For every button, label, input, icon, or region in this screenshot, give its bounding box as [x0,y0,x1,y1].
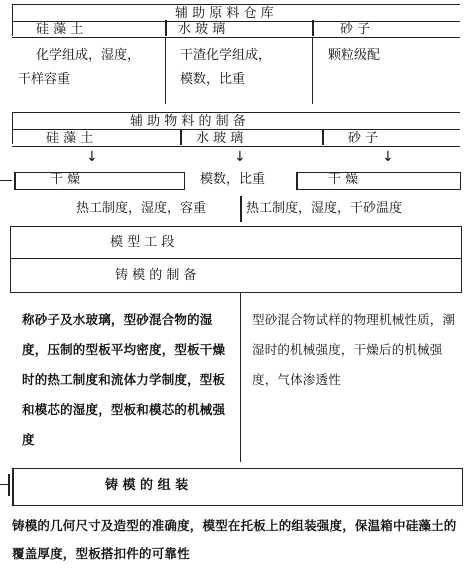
divider [10,258,462,259]
divider [240,196,242,222]
note-water-glass-1: 干渣化学组成， [180,48,272,63]
warehouse-title: 辅 助 原 料 仓 库 [175,6,274,21]
divider [12,112,13,144]
note-diatomite-drying: 热工制度，湿度，容重 [76,201,207,216]
divider [10,226,11,292]
material-diatomite: 硅 藻 土 [36,22,84,37]
divider [12,4,13,36]
divider [12,112,460,113]
assembly-notes: 铸模的几何尺寸及造型的准确度，模型在托板上的组装强度，保温箱中硅藻土的覆盖厚度，型板搭扣件的可靠性 [12,518,457,561]
mold-preparation-left-notes: 称砂子及水玻璃，型砂混合物的湿度，压制的型板平均密度，型板干燥时的热工制度和流体力学制度，型板和模芯的湿度，型板和模芯的机械强度 [22,312,226,447]
material-water-glass: 水 玻 璃 [196,131,244,146]
note-sand: 颗粒级配 [328,48,381,63]
divider [10,292,462,293]
material-sand: 砂 子 [348,131,379,146]
process-modulus-density: 模数，比重 [200,172,266,187]
dry-box-sand [296,172,461,190]
workshop-title: 模 型 工 段 [110,235,175,250]
arrow-down-icon: ↓ [86,149,98,165]
divider [312,38,313,104]
arrow-down-icon: ↓ [382,149,394,165]
note-diatomite-1: 化学组成，湿度， [36,48,141,63]
connector-line [8,474,10,496]
divider [312,20,314,36]
assembly-title: 铸 模 的 组 装 [105,478,189,493]
material-water-glass: 水 玻 璃 [178,22,226,37]
connector-line [0,180,12,181]
divider [12,37,460,38]
material-sand: 砂 子 [340,22,371,37]
mold-preparation-right-notes: 型砂混合物试样的物理机械性质，潮湿时的机械强度，干燥后的机械强度，气体渗透性 [252,312,456,387]
divider [180,129,182,145]
note-diatomite-2: 干样容重 [18,72,71,87]
assembly-box [12,468,463,506]
process-dry-diatomite: 干 燥 [50,172,81,187]
divider [12,129,460,130]
preparation-title: 辅 助 物 料 的 制 备 [130,114,246,129]
divider [461,226,462,292]
process-dry-sand: 干 燥 [328,172,359,187]
note-sand-drying: 热工制度，湿度，干砂温度 [246,201,403,216]
divider [240,292,241,462]
mold-preparation-title: 铸 模 的 制 备 [115,268,197,283]
divider [165,20,167,36]
arrow-down-icon: ↓ [234,149,246,165]
note-water-glass-2: 模数，比重 [180,72,246,87]
material-diatomite: 硅 藻 土 [46,131,94,146]
divider [12,146,460,147]
divider [165,38,166,104]
divider [322,129,324,145]
divider [12,4,460,5]
divider [10,226,462,227]
